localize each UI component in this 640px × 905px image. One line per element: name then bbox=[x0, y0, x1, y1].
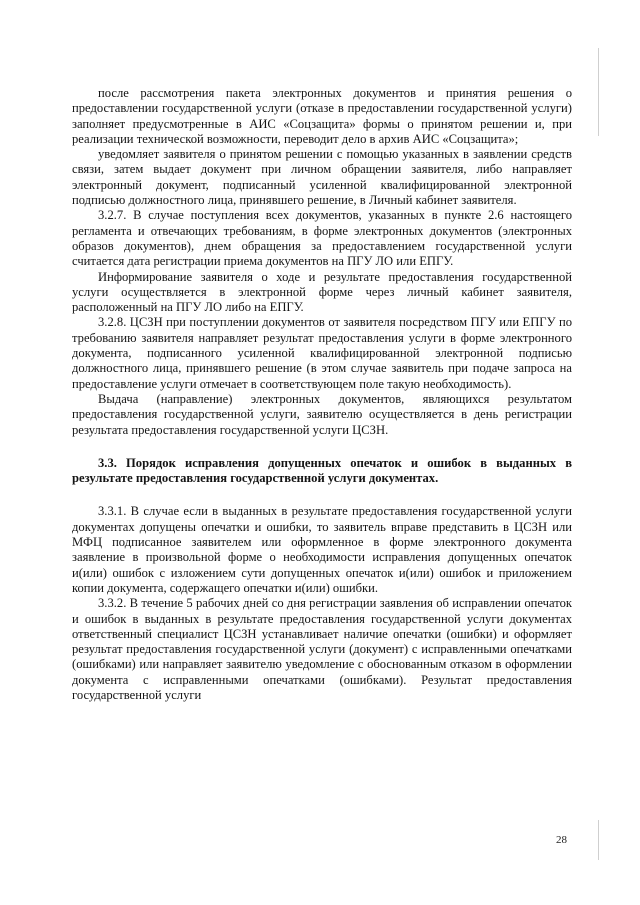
paragraph: Информирование заявителя о ходе и результате предоставления государственной услуги осуществляется в электронной форме через личный кабинет заявителя, расположенный на ПГУ ЛО либо на ЕПГУ. bbox=[72, 269, 572, 315]
document-page bbox=[72, 86, 572, 703]
paragraph: уведомляет заявителя о принятом решении с помощью указанных в заявлении средств связи, затем выдает документ при личном обращении заявителя, либо направляет электронный документ, подписанный усиленной квалифицированной электронной подписью должностного лица, принявшего решение, в Личный кабинет заявителя. bbox=[72, 147, 572, 208]
spacer bbox=[72, 486, 572, 504]
scan-edge-line bbox=[598, 820, 599, 860]
paragraph: Выдача (направление) электронных документов, являющихся результатом предоставления государственной услуги, заявителю осуществляется в день регистрации результата предоставления государственной услуги ЦСЗН. bbox=[72, 391, 572, 437]
paragraph: 3.3.2. В течение 5 рабочих дней со дня регистрации заявления об исправлении опечаток и ошибок в выданных в результате предоставления государственной услуги документах ответственный специалист ЦСЗН устанавливает наличие опечатки (ошибки) и оформляет результат предоставления государственной услуги (документ) с исправленными опечатками (ошибками) или направляет заявителю уведомление с обоснованным отказом в оформлении документа с исправленными опечатками (ошибками). Результат предоставления государственной услуги bbox=[72, 596, 572, 702]
paragraph: после рассмотрения пакета электронных документов и принятия решения о предоставлении государственной услуги (отказе в предоставлении государственной услуги) заполняет предусмотренные в АИС «Соцзащита» формы о принятом решении и, при реализации технической возможности, переводит дело в архив АИС «Соцзащита»; bbox=[72, 86, 572, 146]
paragraph: 3.2.8. ЦСЗН при поступлении документов от заявителя посредством ПГУ или ЕПГУ по требованию заявителя направляет результат предоставления услуги в форме электронного документа, подписанного усиленной квалифицированной электронной подписью должностного лица, принявшего решение (в этом случае заявитель при подаче запроса на предоставление услуги отмечает в соответствующем поле такую необходимость). bbox=[72, 315, 572, 391]
section-heading: 3.3. Порядок исправления допущенных опечаток и ошибок в выданных в результате предоставления государственной услуги документах. bbox=[72, 455, 572, 486]
scan-edge-line bbox=[598, 48, 599, 136]
paragraph: 3.2.7. В случае поступления всех документов, указанных в пункте 2.6 настоящего регламента и отвечающих требованиям, в форме электронных документов (электронных образов документов), днем обращения за предоставлением государственной услуги считается дата регистрации приема документов на ПГУ ЛО или ЕПГУ. bbox=[72, 208, 572, 269]
page-number: 28 bbox=[556, 834, 567, 846]
spacer bbox=[72, 438, 572, 456]
paragraph: 3.3.1. В случае если в выданных в результате предоставления государственной услуги документах допущены опечатки и ошибки, то заявитель вправе представить в ЦСЗН или МФЦ подписанное заявителем или оформленное в форме электронного документа заявление в произвольной форме о необходимости исправления допущенных опечаток и(или) ошибок с изложением сути допущенных опечаток и(или) ошибок и приложением копии документа, содержащего опечатки и(или) ошибки. bbox=[72, 504, 572, 595]
